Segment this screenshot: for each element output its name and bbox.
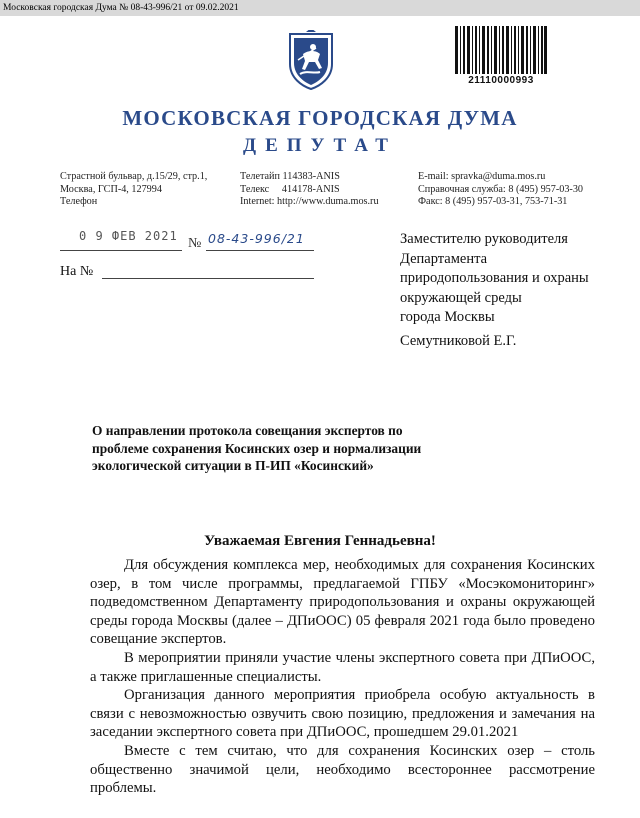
letter-body — [90, 556, 595, 798]
reply-underline — [102, 278, 314, 279]
contact-line: Internet: http://www.duma.mos.ru — [240, 196, 379, 207]
number-underline — [206, 250, 314, 251]
organization-name: МОСКОВСКАЯ ГОРОДСКАЯ ДУМА — [122, 106, 518, 130]
body-paragraph: В мероприятии приняли участие члены экспертного совета при ДПиООС, а также приглашенные специалисты. — [90, 649, 595, 685]
addressee-line: города Москвы — [400, 309, 495, 325]
barcode-number: 21110000993 — [468, 75, 534, 86]
contact-line: E-mail: spravka@duma.mos.ru — [418, 171, 546, 182]
addressee-line: окружающей среды — [400, 289, 522, 306]
addressee-line: Департамента — [400, 250, 488, 267]
number-label: № — [188, 236, 202, 251]
addressee-name: Семутниковой Е.Г. — [400, 333, 517, 349]
addressee-line: природопользования и охраны — [400, 270, 589, 286]
addressee-line: Заместителю руководителя — [400, 231, 568, 247]
date-stamp: 0 9 ФЕВ 2021 — [79, 229, 178, 243]
contact-line: Телетайп 114383-ANIS — [240, 171, 340, 182]
reply-label: На № — [60, 264, 94, 279]
body-paragraph: Для обсуждения комплекса мер, необходимых для сохранения Косинских озер, в том числе программы, предлагаемой ГПБУ «Мосэкомониторинг» подведомственном Департаменту природопользования и охраны окружающей среды города Москвы (далее – ДПиООС) 05 февраля 2021 года было проведено совещание экспертов. — [90, 557, 595, 648]
contact-line: Факс: 8 (495) 957-03-31, 753-71-31 — [418, 196, 568, 207]
contacts-teletype — [240, 171, 379, 209]
organization-title: ДЕПУТАТ — [243, 135, 397, 156]
contacts-address — [60, 171, 207, 209]
date-underline — [60, 250, 182, 251]
greeting: Уважаемая Евгения Геннадьевна! — [204, 533, 436, 549]
moscow-coat-of-arms-icon — [286, 30, 336, 90]
letter-subject: О направлении протокола совещания экспертов по проблеме сохранения Косинских озер и нормализации экологической ситуации в П-ИП «Косинский» — [92, 423, 422, 473]
body-paragraph: Организация данного мероприятия приобрела особую актуальность в связи с невозможностью озвучить свою позицию, предложения и замечания на заседании экспертного совета при ДПиООС, прошедшем 29.01.2021 — [90, 687, 595, 741]
contact-line: Страстной бульвар, д.15/29, стр.1, — [60, 171, 208, 182]
contact-line: Москва, ГСП-4, 127994 — [60, 183, 162, 195]
contact-line: Телекс 414178-ANIS — [240, 183, 340, 195]
contact-line: Телефон — [60, 196, 98, 207]
body-paragraph: Вместе с тем считаю, что для сохранения Косинских озер – столь общественно значимой цели, необходимо всестороннее рассмотрение проблемы. — [90, 742, 595, 797]
handwritten-number: 08-43-996/21 — [208, 231, 305, 246]
contact-line: Справочная служба: 8 (495) 957-03-30 — [418, 183, 584, 195]
contacts-email — [418, 171, 583, 209]
barcode — [455, 26, 547, 74]
addressee-block — [400, 230, 589, 328]
reply-reference — [60, 264, 93, 280]
document-header-bar: Московская городская Дума № 08-43-996/21 от 09.02.2021 — [0, 0, 640, 16]
